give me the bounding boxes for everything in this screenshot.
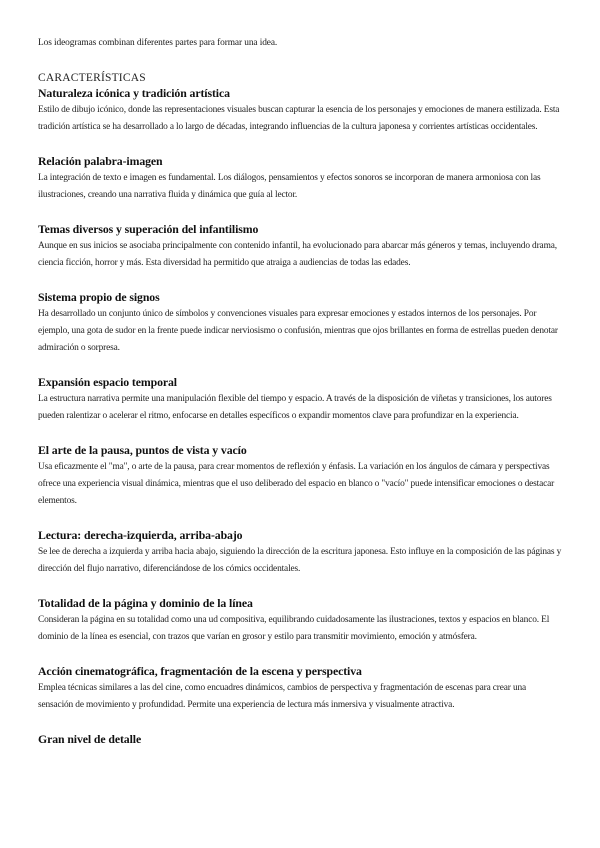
section-kicker: CARACTERÍSTICAS: [38, 72, 146, 84]
section-heading: Totalidad de la página y dominio de la línea: [38, 596, 253, 610]
section-totalidad-pagina: [38, 596, 562, 646]
section-body: La integración de texto e imagen es fundamental. Los diálogos, pensamientos y efectos sonoros se incorporan de manera armoniosa con las ilustraciones, creando una narrativa fluida y dinámica que guía al lector.: [38, 173, 541, 200]
section-heading: Lectura: derecha-izquierda, arriba-abajo: [38, 528, 243, 542]
section-body: La estructura narrativa permite una manipulación flexible del tiempo y espacio. A través de la disposición de viñetas y transiciones, los autores pueden ralentizar o acelerar el ritmo, enfocarse en detalles específicos o expandir momentos clave para profundizar en la experiencia.: [38, 394, 552, 421]
section-body: Usa eficazmente el "ma", o arte de la pausa, para crear momentos de reflexión y énfasis. La variación en los ángulos de cámara y perspectivas ofrece una experiencia visual dinámica, mientras que el uso deliberado del espacio en blanco o "vacío" puede intensificar emociones o destacar elementos.: [38, 462, 555, 506]
intro-text: Los ideogramas combinan diferentes partes para formar una idea.: [38, 38, 278, 48]
section-naturaleza-iconica: [38, 86, 562, 136]
section-relacion-palabra-imagen: [38, 154, 562, 204]
section-accion-cinematografica: [38, 664, 562, 714]
section-heading: Sistema propio de signos: [38, 290, 160, 304]
section-heading: Naturaleza icónica y tradición artística: [38, 86, 230, 100]
section-body: Consideran la página en su totalidad como una ud compositiva, equilibrando cuidadosamente las ilustraciones, textos y espacios en blanco. El dominio de la línea es esencial, con trazos que varían en grosor y estilo para transmitir movimiento, emoción y atmósfera.: [38, 615, 550, 642]
section-body: Se lee de derecha a izquierda y arriba hacia abajo, siguiendo la dirección de la escritura japonesa. Esto influye en la composición de las páginas y dirección del flujo narrativo, diferenciándose de los cómics occidentales.: [38, 547, 562, 574]
section-heading: El arte de la pausa, puntos de vista y vacío: [38, 443, 247, 457]
section-heading: Expansión espacio temporal: [38, 375, 177, 389]
section-sistema-signos: [38, 290, 562, 357]
section-heading: Temas diversos y superación del infantilismo: [38, 222, 259, 236]
section-temas-diversos: [38, 222, 562, 272]
section-body: Estilo de dibujo icónico, donde las representaciones visuales buscan capturar la esencia de los personajes y emociones de manera estilizada. Esta tradición artística se ha desarrollado a lo largo de décadas, integrando influencias de la cultura japonesa y corrientes artísticas occidentales.: [38, 105, 560, 132]
section-lectura-direccion: [38, 528, 562, 578]
section-heading: Relación palabra-imagen: [38, 154, 163, 168]
section-heading: Acción cinematográfica, fragmentación de la escena y perspectiva: [38, 664, 362, 678]
section-body: Aunque en sus inicios se asociaba principalmente con contenido infantil, ha evolucionado para abarcar más géneros y temas, incluyendo drama, ciencia ficción, horror y más. Esta diversidad ha permitido que atraiga a audiencias de todas las edades.: [38, 241, 557, 268]
section-gran-nivel-detalle: [38, 732, 562, 746]
section-heading: Gran nivel de detalle: [38, 732, 142, 746]
section-body: Emplea técnicas similares a las del cine, como encuadres dinámicos, cambios de perspectiva y fragmentación de escenas para crear una sensación de movimiento y profundidad. Permite una experiencia de lectura más inmersiva y visualmente atractiva.: [38, 683, 527, 710]
section-body: Ha desarrollado un conjunto único de símbolos y convenciones visuales para expresar emociones y estados internos de los personajes. Por ejemplo, una gota de sudor en la frente puede indicar nerviosismo o confusión, mientras que ojos brillantes en forma de estrellas pueden denotar admiración o sorpresa.: [38, 309, 558, 353]
section-arte-pausa: [38, 443, 562, 510]
section-expansion-espacio-temporal: [38, 375, 562, 425]
